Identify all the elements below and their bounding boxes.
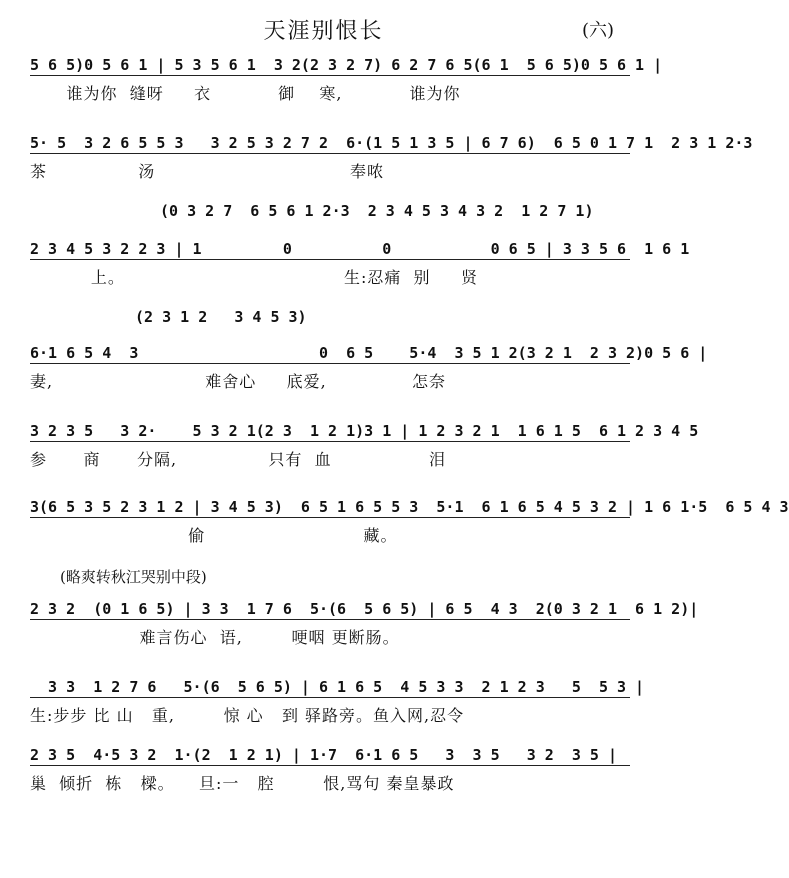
score-system bbox=[0, 674, 647, 748]
notation-line: 3 3 1 2 7 6 5·(6 5 6 5) | 6 1 6 5 4 5 3 3 2 1 2 3 5 5 3 | bbox=[30, 674, 630, 700]
section-note: (略爽转秋江哭别中段) bbox=[60, 568, 207, 586]
interlude-line: (0 3 2 7 6 5 6 1 2·3 2 3 4 5 3 4 3 2 1 2 7 1) bbox=[160, 202, 594, 220]
lyrics-line: 妻, 难舍心 底爱, 怎奈 bbox=[30, 372, 446, 391]
score-system bbox=[0, 418, 699, 492]
score-system bbox=[0, 742, 647, 816]
score-system bbox=[0, 236, 690, 310]
song-title: 天涯别恨长 bbox=[263, 19, 384, 44]
notation-line: 3 2 3 5 3 2· 5 3 2 1(2 3 1 2 1)3 1 | 1 2 3 2 1 1 6 1 5 6 1 2 3 4 5 bbox=[30, 418, 630, 444]
score-system bbox=[0, 596, 699, 670]
notation-line: 2 3 5 4·5 3 2 1·(2 1 2 1) | 1·7 6·1 6 5 3 3 5 3 2 3 5 | bbox=[30, 742, 630, 768]
notation-line: 6·1 6 5 4 3 0 6 5 5·4 3 5 1 2(3 2 1 2 3 2)0 5 6 | bbox=[30, 340, 630, 366]
lyrics-line: 难言伤心 语, 哽咽 更断肠。 bbox=[30, 628, 400, 647]
score-system bbox=[0, 340, 708, 414]
lyrics-line: 茶 汤 奉哝 bbox=[30, 162, 385, 181]
lyrics-line: 偷 藏。 bbox=[30, 526, 398, 545]
notation-line: 3(6 5 3 5 2 3 1 2 | 3 4 5 3) 6 5 1 6 5 5 3 5·1 6 1 6 5 4 5 3 2 | 1 6 1·5 6 5 4 3 bbox=[30, 494, 630, 520]
score-system bbox=[0, 52, 663, 126]
score-system bbox=[0, 130, 753, 204]
lyrics-line: 参 商 分隔, 只有 血 泪 bbox=[30, 450, 446, 469]
notation-line: 5· 5 3 2 6 5 5 3 3 2 5 3 2 7 2 6·(1 5 1 3 5 | 6 7 6) 6 5 0 1 7 1 2 3 1 2·3 bbox=[30, 130, 630, 156]
lyrics-line: 上。 生:忍痛 别 贤 bbox=[30, 268, 478, 287]
lyrics-line: 巢 倾折 栋 樑。 旦:一 腔 恨,骂句 秦皇暴政 bbox=[30, 774, 455, 793]
notation-line: 2 3 4 5 3 2 2 3 | 1 0 0 0 6 5 | 3 3 5 6 1 6 1 bbox=[30, 236, 630, 262]
interlude-line: (2 3 1 2 3 4 5 3) bbox=[135, 308, 307, 326]
part-number: (六) bbox=[582, 20, 615, 41]
notation-line: 2 3 2 (0 1 6 5) | 3 3 1 7 6 5·(6 5 6 5) | 6 5 4 3 2(0 3 2 1 6 1 2)| bbox=[30, 596, 630, 622]
lyrics-line: 谁为你 缝呀 衣 御 寒, 谁为你 bbox=[30, 84, 461, 103]
notation-line: 5 6 5)0 5 6 1 | 5 3 5 6 1 3 2(2 3 2 7) 6 2 7 6 5(6 1 5 6 5)0 5 6 1 | bbox=[30, 52, 630, 78]
score-system bbox=[0, 494, 789, 568]
lyrics-line: 生:步步 比 山 重, 惊 心 到 驿路旁。鱼入网,忍令 bbox=[30, 706, 465, 725]
